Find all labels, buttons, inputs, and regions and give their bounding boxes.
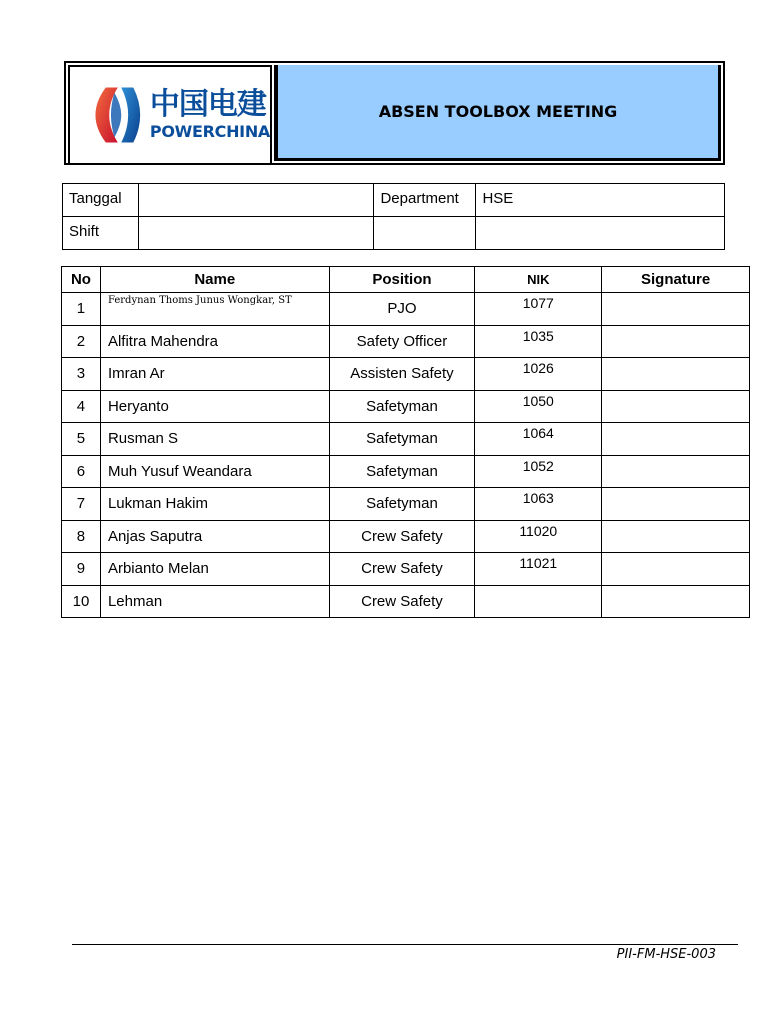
row-name: Heryanto	[100, 390, 329, 423]
row-no: 7	[62, 488, 101, 521]
row-position: Safetyman	[329, 423, 475, 456]
row-name: Ferdynan Thoms Junus Wongkar, ST	[100, 293, 329, 326]
tanggal-field[interactable]	[138, 184, 374, 217]
row-signature-field[interactable]	[602, 423, 750, 456]
row-position: Safety Officer	[329, 325, 475, 358]
row-nik	[475, 585, 602, 618]
row-nik: 1063	[475, 488, 602, 521]
row-name: Muh Yusuf Weandara	[100, 455, 329, 488]
header-position: Position	[329, 267, 475, 293]
row-nik: 1064	[475, 423, 602, 456]
info-empty-cell	[476, 217, 725, 250]
table-row	[62, 423, 750, 456]
table-row	[62, 390, 750, 423]
row-name: Arbianto Melan	[100, 553, 329, 586]
row-signature-field[interactable]	[602, 358, 750, 391]
row-no: 2	[62, 325, 101, 358]
shift-field[interactable]	[138, 217, 374, 250]
logo-english-text: POWERCHINA	[149, 122, 270, 141]
table-row	[62, 488, 750, 521]
header-nik: NIK	[475, 267, 602, 293]
row-nik: 11021	[475, 553, 602, 586]
table-row	[62, 325, 750, 358]
row-nik: 1026	[475, 358, 602, 391]
row-position: Crew Safety	[329, 585, 475, 618]
row-signature-field[interactable]	[602, 585, 750, 618]
row-no: 10	[62, 585, 101, 618]
row-signature-field[interactable]	[602, 325, 750, 358]
row-nik: 1052	[475, 455, 602, 488]
row-position: Crew Safety	[329, 553, 475, 586]
table-row	[62, 358, 750, 391]
row-signature-field[interactable]	[602, 390, 750, 423]
row-no: 5	[62, 423, 101, 456]
powerchina-logo-icon	[92, 81, 142, 149]
row-name: Lehman	[100, 585, 329, 618]
row-no: 6	[62, 455, 101, 488]
table-row	[62, 455, 750, 488]
row-no: 1	[62, 293, 101, 326]
logo-chinese-text: 中国电建	[149, 87, 266, 122]
row-signature-field[interactable]	[602, 553, 750, 586]
row-signature-field[interactable]	[602, 520, 750, 553]
document-header	[64, 61, 725, 165]
row-signature-field[interactable]	[602, 293, 750, 326]
row-nik: 1035	[475, 325, 602, 358]
document-title: ABSEN TOOLBOX MEETING	[274, 65, 721, 161]
attendance-header-row	[62, 267, 750, 293]
table-row	[62, 520, 750, 553]
row-nik: 11020	[475, 520, 602, 553]
info-row-tanggal	[63, 184, 725, 217]
row-name: Rusman S	[100, 423, 329, 456]
row-no: 3	[62, 358, 101, 391]
table-row	[62, 553, 750, 586]
shift-label: Shift	[63, 217, 139, 250]
row-position: Crew Safety	[329, 520, 475, 553]
row-no: 4	[62, 390, 101, 423]
tanggal-label: Tanggal	[63, 184, 139, 217]
row-no: 8	[62, 520, 101, 553]
row-name: Lukman Hakim	[100, 488, 329, 521]
row-no: 9	[62, 553, 101, 586]
row-position: PJO	[329, 293, 475, 326]
header-name: Name	[100, 267, 329, 293]
row-position: Safetyman	[329, 390, 475, 423]
attendance-table	[61, 266, 750, 618]
form-code: PII-FM-HSE-003	[616, 947, 716, 962]
department-field[interactable]: HSE	[476, 184, 725, 217]
row-position: Safetyman	[329, 488, 475, 521]
row-name: Anjas Saputra	[100, 520, 329, 553]
info-row-shift	[63, 217, 725, 250]
row-position: Assisten Safety	[329, 358, 475, 391]
row-position: Safetyman	[329, 455, 475, 488]
row-name: Alfitra Mahendra	[100, 325, 329, 358]
company-logo	[68, 65, 272, 165]
row-signature-field[interactable]	[602, 488, 750, 521]
header-no: No	[62, 267, 101, 293]
row-signature-field[interactable]	[602, 455, 750, 488]
table-row	[62, 585, 750, 618]
department-label: Department	[374, 184, 476, 217]
row-name: Imran Ar	[100, 358, 329, 391]
row-nik: 1050	[475, 390, 602, 423]
header-signature: Signature	[602, 267, 750, 293]
table-row	[62, 293, 750, 326]
info-empty-cell	[374, 217, 476, 250]
footer-divider	[72, 944, 738, 945]
meeting-info-table	[62, 183, 725, 250]
row-nik: 1077	[475, 293, 602, 326]
